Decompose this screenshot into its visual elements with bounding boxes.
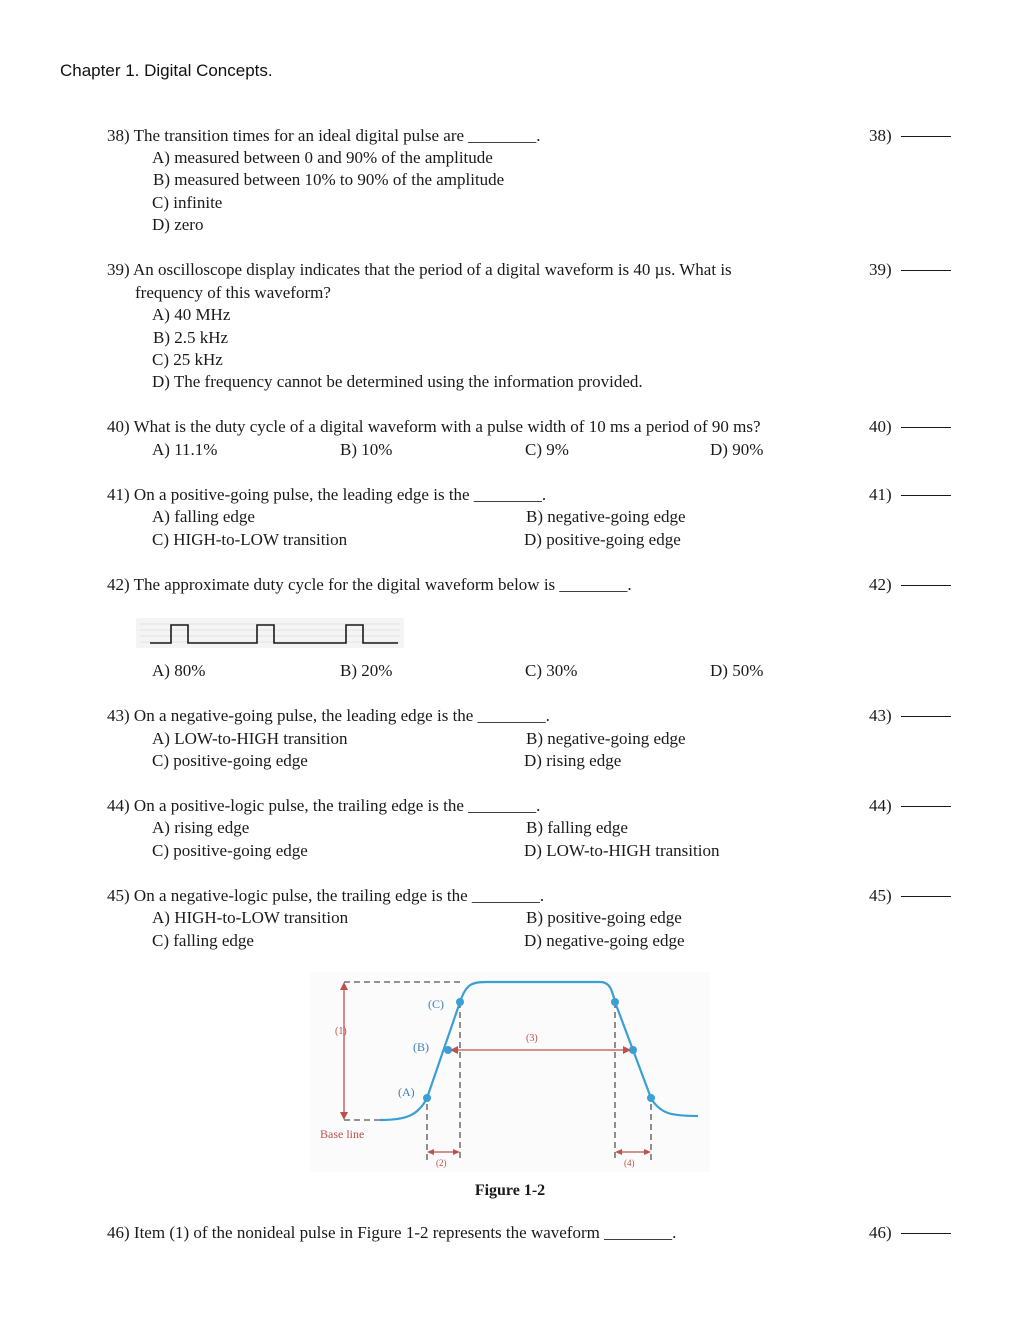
label-baseline: Base line [320, 1127, 365, 1141]
answer-number: 41) [869, 485, 892, 504]
nonideal-pulse-figure [310, 972, 710, 1172]
answer-blank[interactable] [901, 427, 951, 428]
answer-blank[interactable] [901, 270, 951, 271]
answer-number: 45) [869, 886, 892, 905]
answer-slot[interactable] [869, 795, 951, 817]
answer-number: 43) [869, 706, 892, 725]
question-stem: 45) On a negative-logic pulse, the trailing edge is the ________. [107, 886, 545, 905]
option-b: B) negative-going edge [526, 729, 686, 748]
option-b: B) positive-going edge [526, 908, 682, 927]
question-stem-continued: frequency of this waveform? [135, 283, 331, 302]
answer-slot[interactable] [869, 259, 951, 281]
point-a-marker [423, 1094, 431, 1102]
question-stem: 44) On a positive-logic pulse, the trailing edge is the ________. [107, 796, 541, 815]
answer-slot[interactable] [869, 416, 951, 438]
option-a: A) 11.1% [152, 440, 218, 459]
option-c: C) 25 kHz [152, 350, 223, 369]
option-a: A) 80% [152, 661, 206, 680]
option-b: B) 2.5 kHz [153, 328, 229, 347]
option-d: D) The frequency cannot be determined using the information provided. [152, 372, 643, 391]
answer-number: 42) [869, 575, 892, 594]
option-c: C) falling edge [152, 931, 254, 950]
answer-number: 44) [869, 796, 892, 815]
digital-waveform-image [136, 616, 404, 650]
page-header: Chapter 1. Digital Concepts. [60, 61, 273, 80]
option-d: D) 50% [710, 661, 764, 680]
option-b: B) 20% [340, 661, 393, 680]
option-b: B) measured between 10% to 90% of the amplitude [153, 170, 505, 189]
option-c: C) 9% [525, 440, 569, 459]
answer-slot[interactable] [869, 574, 951, 596]
answer-number: 46) [869, 1223, 892, 1242]
answer-slot[interactable] [869, 125, 951, 147]
answer-blank[interactable] [901, 585, 951, 586]
answer-slot[interactable] [869, 484, 951, 506]
answer-number: 38) [869, 126, 892, 145]
option-c: C) positive-going edge [152, 841, 308, 860]
question-stem: 41) On a positive-going pulse, the leading edge is the ________. [107, 485, 547, 504]
question-stem: 46) Item (1) of the nonideal pulse in Figure 1-2 represents the waveform ________. [107, 1223, 677, 1242]
option-d: D) zero [152, 215, 204, 234]
option-d: D) negative-going edge [524, 931, 685, 950]
option-d: D) rising edge [524, 751, 622, 770]
option-c: C) HIGH-to-LOW transition [152, 530, 348, 549]
answer-blank[interactable] [901, 136, 951, 137]
question-stem: 38) The transition times for an ideal digital pulse are ________. [107, 126, 541, 145]
label-fall-time: (4) [624, 1158, 635, 1168]
fall-bottom-marker [647, 1094, 655, 1102]
option-b: B) negative-going edge [526, 507, 686, 526]
point-c-marker [456, 998, 464, 1006]
option-b: B) falling edge [526, 818, 628, 837]
option-a: A) LOW-to-HIGH transition [152, 729, 348, 748]
answer-blank[interactable] [901, 806, 951, 807]
question-stem: 39) An oscilloscope display indicates that the period of a digital waveform is 40 µs. What is [107, 260, 732, 279]
answer-slot[interactable] [869, 1222, 951, 1244]
answer-number: 39) [869, 260, 892, 279]
option-a: A) rising edge [152, 818, 250, 837]
question-stem: 40) What is the duty cycle of a digital waveform with a pulse width of 10 ms a period of 90 ms? [107, 417, 761, 436]
option-a: A) HIGH-to-LOW transition [152, 908, 349, 927]
label-pulse-width: (3) [526, 1033, 538, 1044]
answer-blank[interactable] [901, 716, 951, 717]
figure-background [310, 972, 710, 1172]
answer-blank[interactable] [901, 1233, 951, 1234]
label-amplitude: (1) [335, 1026, 347, 1037]
question-stem: 43) On a negative-going pulse, the leading edge is the ________. [107, 706, 550, 725]
option-c: C) 30% [525, 661, 578, 680]
question-stem: 42) The approximate duty cycle for the digital waveform below is ________. [107, 575, 632, 594]
answer-slot[interactable] [869, 705, 951, 727]
label-c: (C) [428, 997, 444, 1011]
label-a: (A) [398, 1085, 415, 1099]
option-c: C) infinite [152, 193, 223, 212]
option-a: A) 40 MHz [152, 305, 231, 324]
answer-number: 40) [869, 417, 892, 436]
option-c: C) positive-going edge [152, 751, 308, 770]
fall-top-marker [611, 998, 619, 1006]
option-d: D) 90% [710, 440, 764, 459]
label-rise-time: (2) [436, 1158, 447, 1168]
answer-slot[interactable] [869, 885, 951, 907]
answer-blank[interactable] [901, 495, 951, 496]
label-b: (B) [413, 1040, 429, 1054]
option-a: A) falling edge [152, 507, 255, 526]
option-d: D) positive-going edge [524, 530, 681, 549]
figure-caption: Figure 1-2 [474, 1182, 546, 1199]
option-b: B) 10% [340, 440, 393, 459]
option-a: A) measured between 0 and 90% of the amplitude [152, 148, 493, 167]
option-d: D) LOW-to-HIGH transition [524, 841, 720, 860]
answer-blank[interactable] [901, 896, 951, 897]
